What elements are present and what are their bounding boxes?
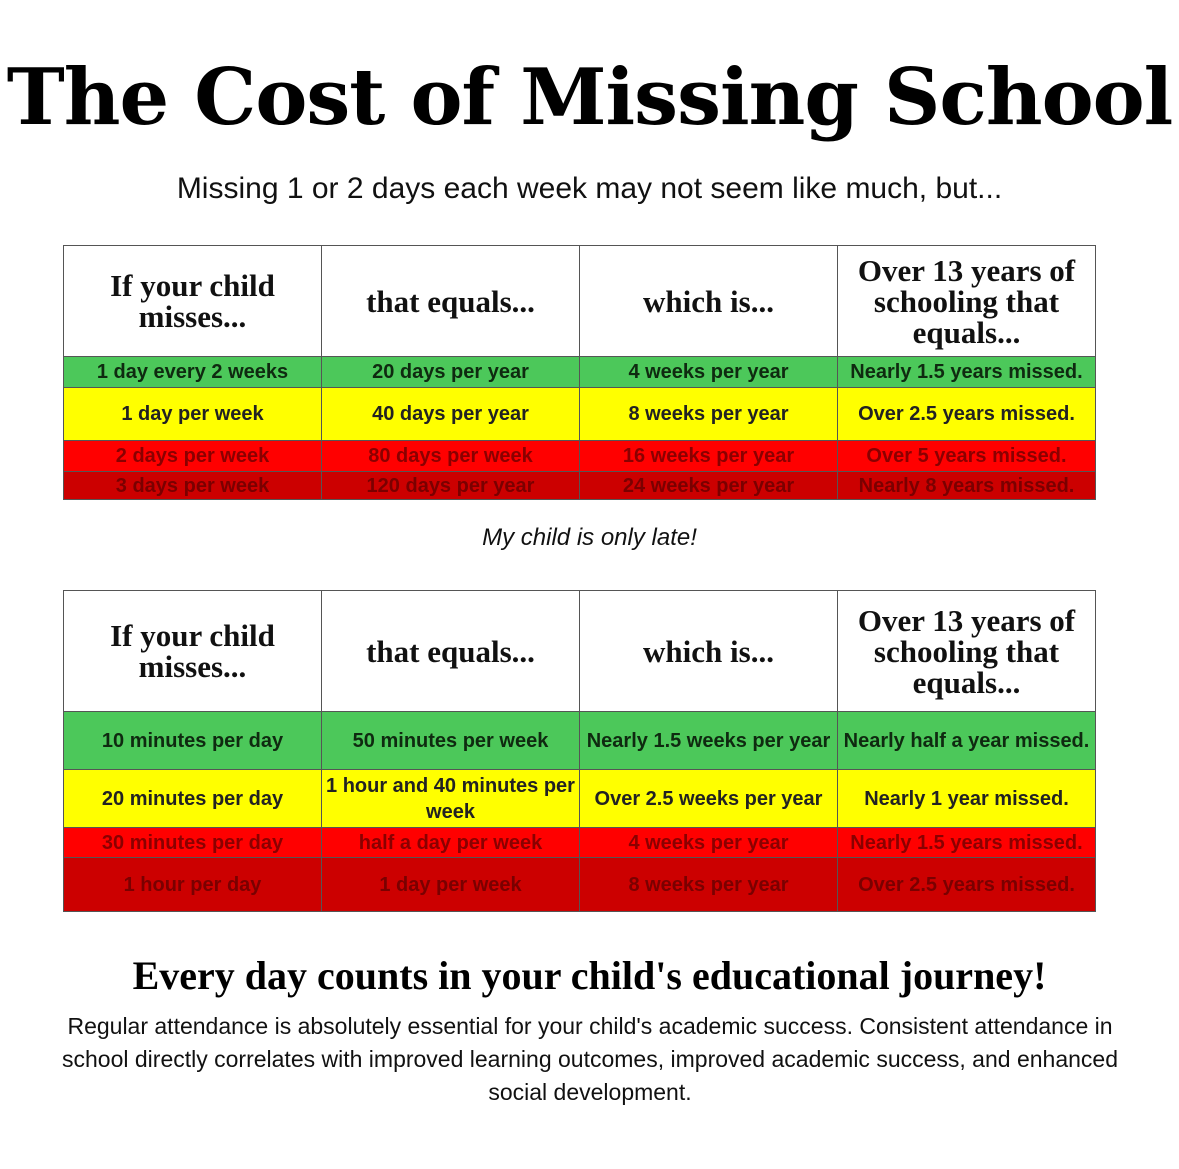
header-equals: that equals...	[322, 591, 580, 712]
table-row	[64, 712, 1096, 770]
table-row	[64, 858, 1096, 912]
table-cell: Over 5 years missed.	[838, 441, 1096, 472]
table-cell: 40 days per year	[322, 388, 580, 441]
table-row	[64, 388, 1096, 441]
table-cell: 30 minutes per day	[64, 828, 322, 858]
lateness-table	[63, 590, 1096, 912]
table-cell: 20 minutes per day	[64, 770, 322, 828]
table-cell: 1 day per week	[322, 858, 580, 912]
table-cell: 4 weeks per year	[580, 357, 838, 388]
table-cell: 1 day every 2 weeks	[64, 357, 322, 388]
table-cell: 120 days per year	[322, 472, 580, 500]
table-header-row	[64, 591, 1096, 712]
table-cell: 3 days per week	[64, 472, 322, 500]
table-cell: Nearly 8 years missed.	[838, 472, 1096, 500]
header-13-years: Over 13 years of schooling that equals...	[838, 246, 1096, 357]
table-cell: 1 day per week	[64, 388, 322, 441]
table-cell: 2 days per week	[64, 441, 322, 472]
table-cell: 1 hour and 40 minutes per week	[322, 770, 580, 828]
table-cell: Nearly 1 year missed.	[838, 770, 1096, 828]
header-which-is: which is...	[580, 591, 838, 712]
table-header-row	[64, 246, 1096, 357]
table-cell: 8 weeks per year	[580, 388, 838, 441]
footer-heading: Every day counts in your child's educational journey!	[132, 953, 1047, 998]
table-cell: 16 weeks per year	[580, 441, 838, 472]
table-cell: 20 days per year	[322, 357, 580, 388]
table-cell: 4 weeks per year	[580, 828, 838, 858]
late-note: My child is only late!	[482, 524, 697, 551]
table-row	[64, 441, 1096, 472]
header-equals: that equals...	[322, 246, 580, 357]
table-cell: Over 2.5 years missed.	[838, 858, 1096, 912]
header-13-years: Over 13 years of schooling that equals...	[838, 591, 1096, 712]
table-cell: Nearly 1.5 weeks per year	[580, 712, 838, 770]
table-cell: Nearly half a year missed.	[838, 712, 1096, 770]
table-cell: 8 weeks per year	[580, 858, 838, 912]
table-cell: 10 minutes per day	[64, 712, 322, 770]
table-cell: 50 minutes per week	[322, 712, 580, 770]
subtitle: Missing 1 or 2 days each week may not seem like much, but...	[176, 172, 1003, 205]
header-misses: If your child misses...	[64, 591, 322, 712]
absence-days-table	[63, 245, 1096, 500]
header-which-is: which is...	[580, 246, 838, 357]
table-cell: Over 2.5 weeks per year	[580, 770, 838, 828]
table-cell: 24 weeks per year	[580, 472, 838, 500]
table-cell: half a day per week	[322, 828, 580, 858]
table-row	[64, 357, 1096, 388]
footer-paragraph: Regular attendance is absolutely essential for your child's academic success. Consistent attendance in school directly correlates with improved learning outcomes, improved academic success, and enhanced social development.	[62, 1013, 1118, 1105]
table-cell: Nearly 1.5 years missed.	[838, 828, 1096, 858]
page-title: The Cost of Missing School	[6, 52, 1173, 143]
table-cell: Over 2.5 years missed.	[838, 388, 1096, 441]
header-misses: If your child misses...	[64, 246, 322, 357]
table-cell: 1 hour per day	[64, 858, 322, 912]
table-cell: 80 days per week	[322, 441, 580, 472]
table-row	[64, 472, 1096, 500]
table-cell: Nearly 1.5 years missed.	[838, 357, 1096, 388]
table-row	[64, 828, 1096, 858]
table-row	[64, 770, 1096, 828]
